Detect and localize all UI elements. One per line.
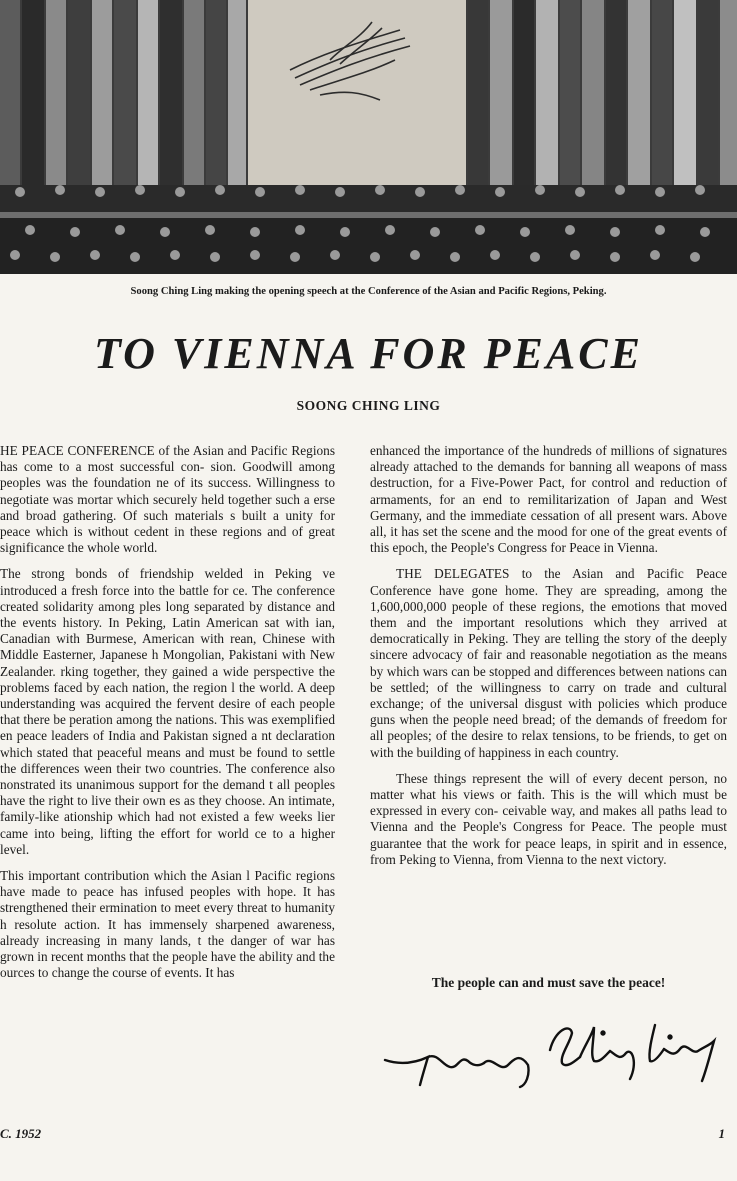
right-column <box>370 443 727 878</box>
paragraph: enhanced the importance of the hundreds of millions of signatures already attached to the demands for banning all weapons of mass destruction, for a Five-Power Pact, for control and reduction of armaments, for an end to remilitarization of Japan and West Germany, and the immediate cessation of all present wars. Above all, it has set the scene and the mood for one of the great events of this epoch, the People's Congress for Peace in Vienna. <box>370 443 727 556</box>
page-number: 1 <box>718 1126 725 1141</box>
paragraph: THE DELEGATES to the Asian and Pacific Peace Conference have gone home. They are spreading, among the 1,600,000,000 people of these regions, the emotions that moved them and the important resolutions which they arrived at democratically in Peking. They are telling the story of the deeply sincere advocacy of fair and reasonable negotiation as the means by which wars can be stopped and differences between nations can be settled; of the willingness to carry on trade and cultural exchange; of the universal disgust with policies which produce guns when the people need bread; of the demands of freedom for all peoples; of the desire to relax tensions, to be friends, to get on with the building of happiness in each country. <box>370 566 727 760</box>
conference-photo <box>0 0 737 274</box>
paragraph: HE PEACE CONFERENCE of the Asian and Pacific Regions has come to a most successful con- sion. Goodwill among peoples was the foundation ne of its success. Willingness to negotiate was mortar which securely held together such a erse and broad gathering. Of such materials s built a unity for peace which is without cedent in these regions and of great significance the whole world. <box>0 443 335 556</box>
byline: SOONG CHING LING <box>296 398 441 413</box>
photo-caption: Soong Ching Ling making the opening speech at the Conference of the Asian and Pacific Regions, Peking. <box>130 286 607 297</box>
paragraph: This important contribution which the Asian l Pacific regions have made to peace has infused peoples with hope. It has strengthened their ermination to meet every threat to humanity h resolute action. It has immensely sharpened awareness, already increasing in many lands, t the danger of war has grown in recent months that the people have the ability and the ources to change the course of events. It has <box>0 868 335 981</box>
conference-photo-illustration <box>0 0 737 274</box>
paragraph: These things represent the will of every decent person, no matter what his views or faith. This is the will which must be expressed in every con- ceivable way, and makes all paths lead to Vienna and the People's Congress for Peace. The people must guarantee that the work for peace leaps, in spirit and in essence, from Peking to Vienna, from Vienna to the next victory. <box>370 770 727 867</box>
paragraph: The strong bonds of friendship welded in Peking ve introduced a fresh force into the battle for ce. The conference created solidarity among ples long separated by distance and the events history. In Peking, Latin American sat with ian, Canadian with Burmese, American with rean, Chinese with Middle Easterner, Japanese h Mongolian, Pakistani with New Zealander. rking together, they gained a wide perspective the problems faced by each nation, the region l the world. A deep understanding was acquired the fervent desire of each people that there be peration among the nations. This was exemplified en peace leaders of India and Pakistan signed a nt declaration which stated that peaceful means and must be found to settle the differences ween their two countries. The conference also nonstrated its unanimous support for the demand t all peoples have the right to live their own es as they choose. An intimate, family-like ationship which had not existed a few weeks lier came into being, lifting the effort for world ce to a higher level. <box>0 566 335 857</box>
signature <box>380 1005 725 1100</box>
flags-left <box>0 0 246 190</box>
footer-date: C. 1952 <box>0 1126 42 1141</box>
left-column <box>0 443 335 992</box>
headline: TO VIENNA FOR PEACE <box>94 329 643 378</box>
slogan: The people can and must save the peace! <box>431 975 666 990</box>
signature-icon <box>380 1005 725 1100</box>
